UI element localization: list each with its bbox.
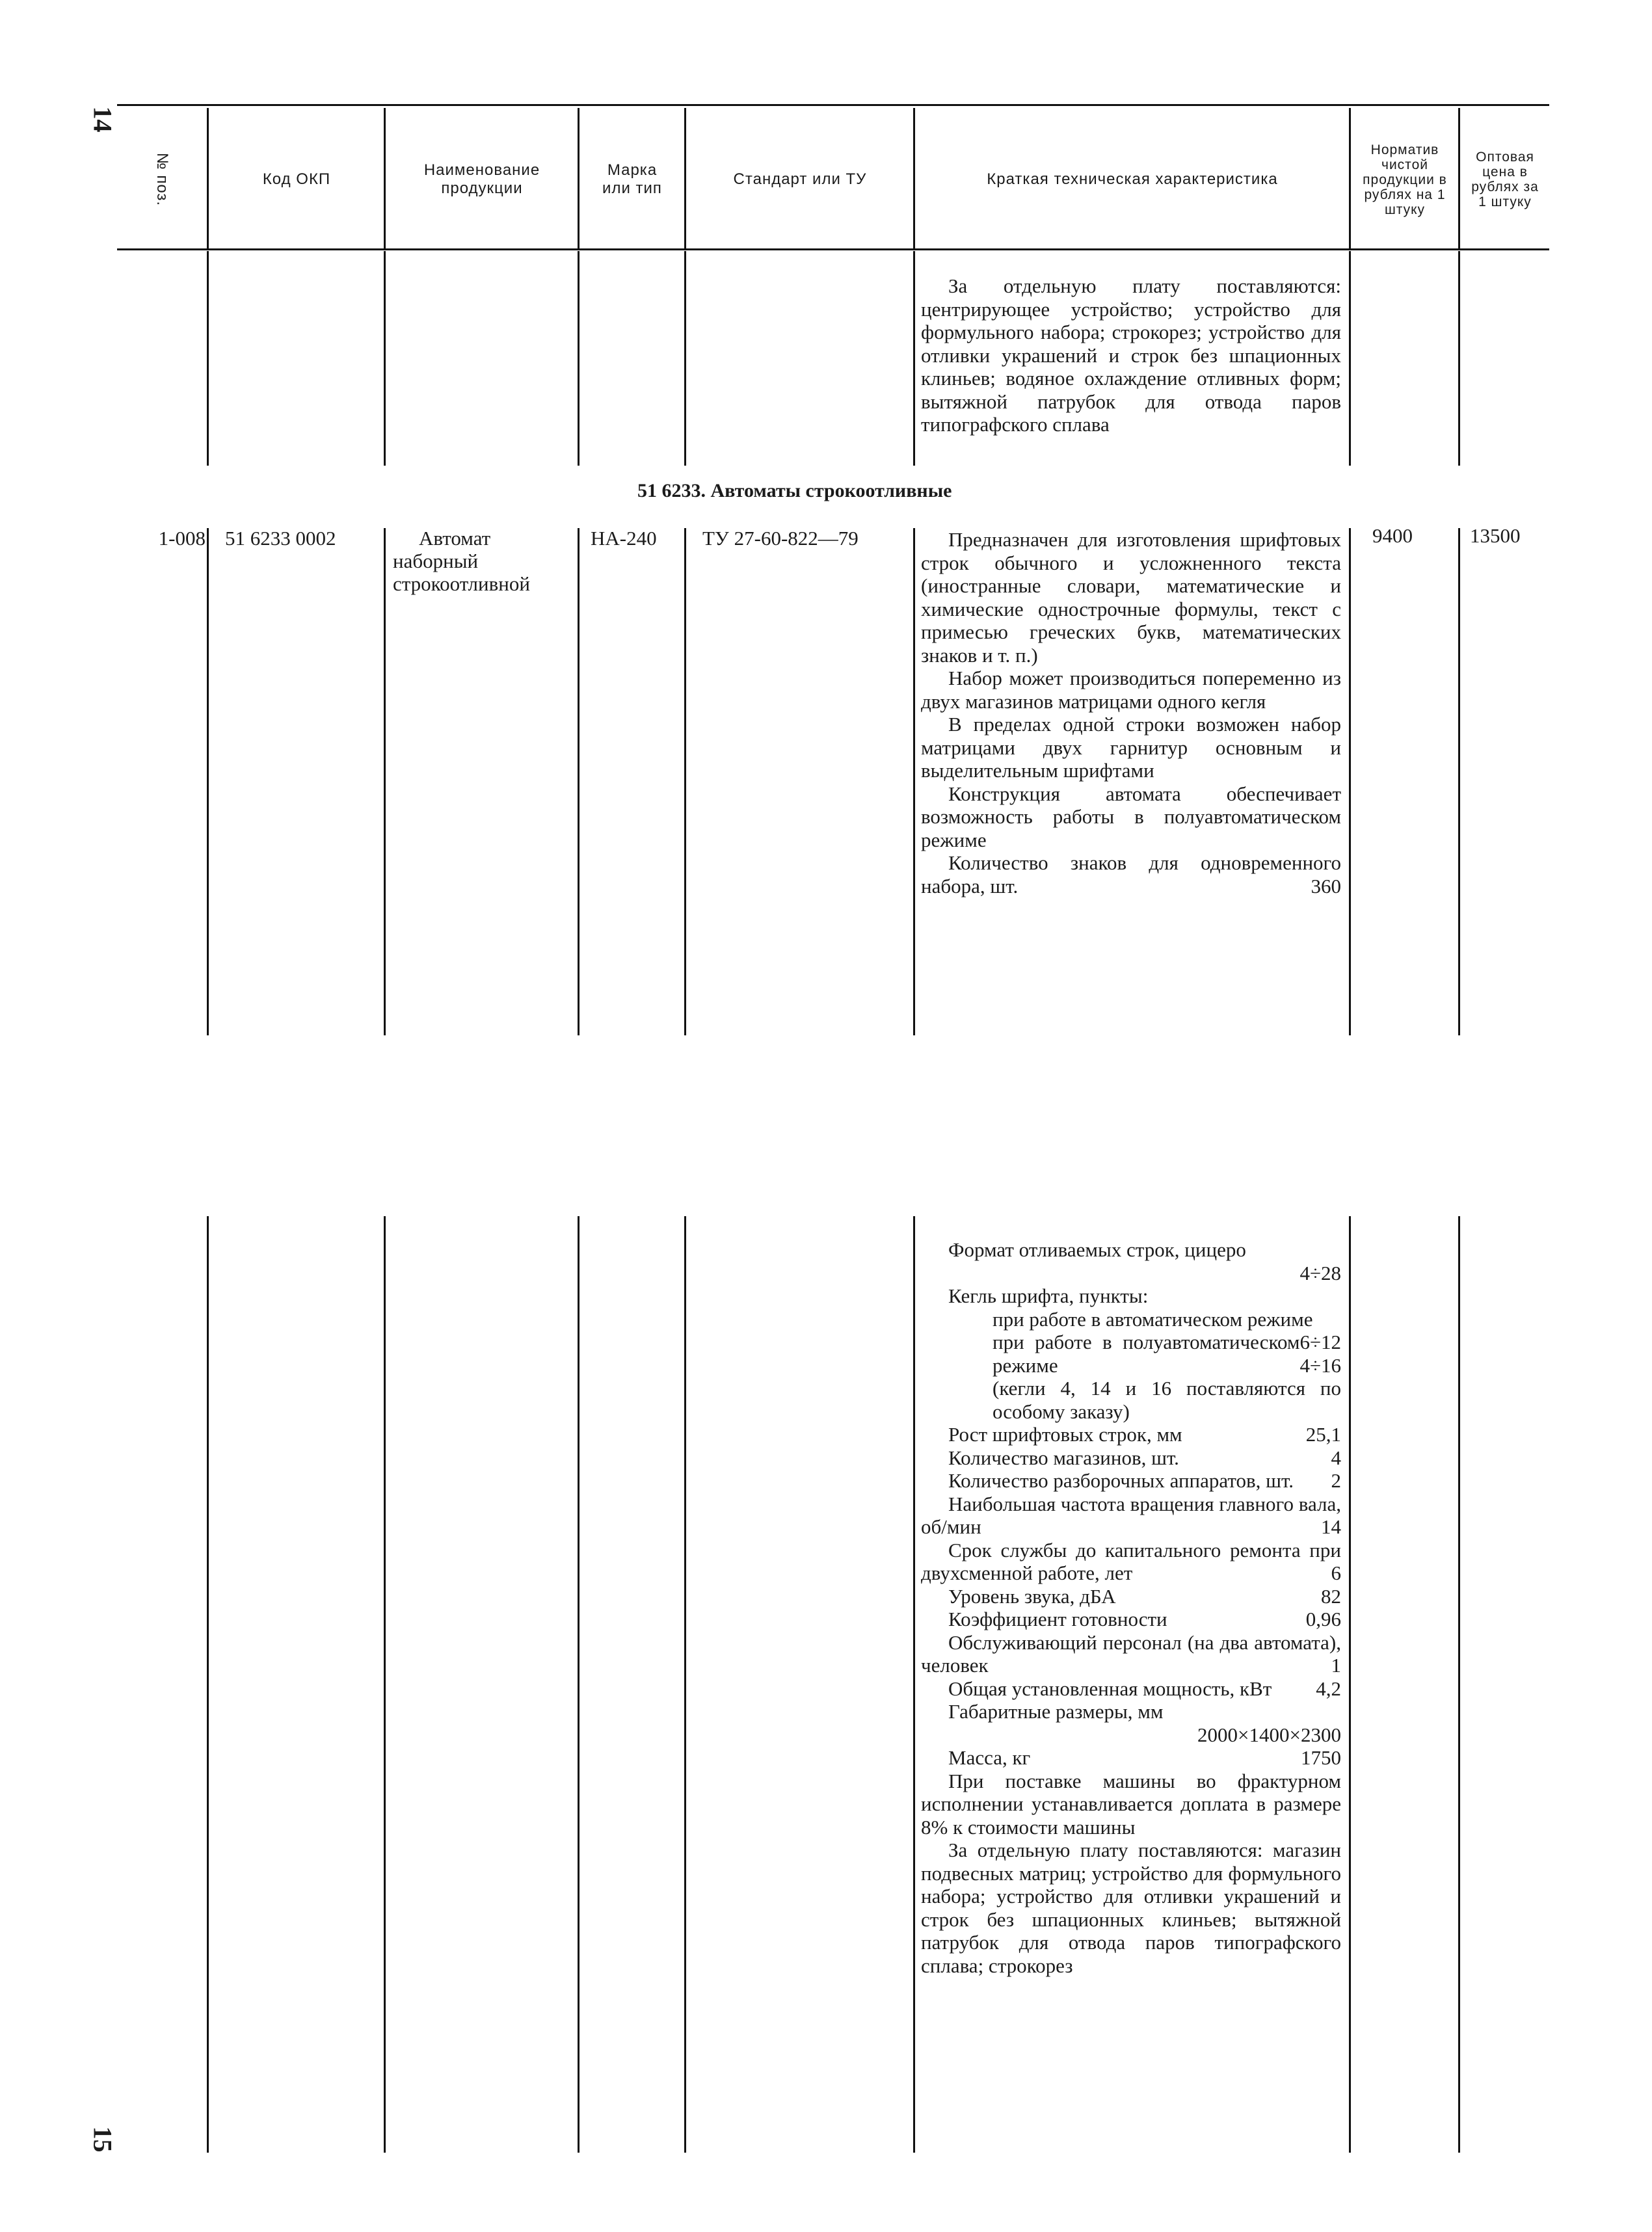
spec-razbor: Количество разборочных аппаратов, шт. 2: [948, 1469, 1341, 1492]
description-paragraph: Предназначен для изготовления шрифтовых строк обычного и усложненного текста (иностранные словари, математические и химические однострочные формулы, текст с примесью греческих букв, математических знаков и т. п.): [921, 528, 1341, 667]
description-paragraph: В пределах одной строки возможен набор матрицами двух гарнитур основным и выделительным шрифтами: [921, 713, 1341, 782]
spec-kegl-note: (кегли 4, 14 и 16 поставляются по особому заказу): [993, 1377, 1341, 1423]
header-name: Наименование продукции: [423, 161, 540, 197]
column-line: [913, 528, 915, 1035]
column-line: [207, 251, 209, 466]
header-norm: Норматив чистой продукции в рублях на 1 штуку: [1363, 142, 1447, 217]
spec-sound-level: Уровень звука, дБА 82: [948, 1584, 1341, 1608]
spec-continuation: [921, 1238, 1341, 1977]
column-line: [1458, 528, 1460, 1035]
spec-service-life: Срок службы до капитального ремонта при двухсменной работе, лет 6: [921, 1538, 1341, 1584]
header-top-rule: [117, 104, 1549, 106]
column-line: [1349, 528, 1351, 1035]
column-line: [578, 528, 580, 1035]
spec-kegl-label: Кегль шрифта, пункты:: [948, 1284, 1149, 1307]
column-line: [684, 528, 686, 1035]
header-divider: [384, 108, 386, 248]
header-brand: Марка или тип: [602, 161, 662, 197]
header-num: № поз.: [153, 152, 171, 207]
spec-staff: Обслуживающий персонал (на два автомата), человек 1: [921, 1630, 1341, 1677]
header-okp: Код ОКП: [262, 170, 331, 188]
header-divider: [207, 108, 209, 248]
extra-equipment-text: За отдельную плату поставляются: центрирующее устройство; устройство для формульного набора; строкорез; устройство для отливки украшений и строк без шпационных клиньев; водяное охлаждение отливных форм; вытяжной патрубок для отвода паров типографского сплава: [921, 274, 1341, 436]
item-okp-code: 51 6233 0002: [225, 527, 336, 550]
column-line: [384, 251, 386, 466]
spec-dims-label: Габаритные размеры, мм: [948, 1700, 1164, 1723]
description-paragraph: Набор может производиться попеременно из двух магазинов матрицами одного кегля: [921, 667, 1341, 713]
item-product-name: Автомат наборный строкоотливной: [393, 527, 530, 595]
column-line: [1458, 251, 1460, 466]
item-brand: НА-240: [591, 527, 657, 550]
column-line: [684, 1216, 686, 2153]
spec-fraktur-note: При поставке машины во фрактурном исполнении устанавливается доплата в размере 8% к стоимости машины: [921, 1769, 1341, 1839]
column-line: [1349, 1216, 1351, 2153]
description-paragraph: Конструкция автомата обеспечивает возможность работы в полуавтоматическом режиме: [921, 782, 1341, 851]
column-line: [384, 528, 386, 1035]
column-line: [207, 528, 209, 1035]
spec-power: Общая установленная мощность, кВт 4,2: [948, 1677, 1341, 1700]
column-line: [207, 1216, 209, 2153]
spec-readiness: Коэффициент готовности 0,96: [948, 1608, 1341, 1630]
extra-equipment-paragraph: [921, 274, 1341, 436]
spec-mass: Масса, кг 1750: [948, 1746, 1341, 1769]
spec-format-label: Формат отливаемых строк, цицеро: [948, 1238, 1246, 1261]
column-line: [578, 1216, 580, 2153]
column-line: [913, 251, 915, 466]
spec-extra-note: За отдельную плату поставляются: магазин подвесных матриц; устройство для формульного набора; устройство для отливки украшений и строк без шпационных клиньев; вытяжной патрубок для отвода паров типографского сплава; строкорез: [921, 1839, 1341, 1977]
column-line: [578, 251, 580, 466]
header-divider: [1349, 108, 1351, 248]
item-price-value: 13500: [1470, 524, 1521, 547]
spec-rost: Рост шрифтовых строк, мм 25,1: [948, 1423, 1341, 1446]
section-title: 51 6233. Автоматы строкоотливные: [637, 480, 952, 501]
page-number-top: 14: [88, 106, 118, 133]
header-divider: [913, 108, 915, 248]
header-divider: [1458, 108, 1460, 248]
spec-dims-value: 2000×1400×2300: [1197, 1723, 1341, 1746]
header-divider: [578, 108, 580, 248]
spec-magazines: Количество магазинов, шт. 4: [948, 1446, 1341, 1469]
column-line: [913, 1216, 915, 2153]
header-divider: [684, 108, 686, 248]
column-line: [684, 251, 686, 466]
page-number-bottom: 15: [88, 2126, 118, 2153]
chars-spec: Количество знаков для одновременного набора, шт. 360: [921, 851, 1341, 897]
item-standard: ТУ 27-60-822—79: [702, 527, 859, 550]
column-line: [1349, 251, 1351, 466]
column-line: [1458, 1216, 1460, 2153]
spec-semi-mode: при работе в полуавтоматическом режиме 4÷16: [993, 1331, 1341, 1377]
spec-format-value: 4÷28: [1299, 1261, 1341, 1284]
column-line: [384, 1216, 386, 2153]
item-norm-value: 9400: [1372, 524, 1413, 547]
item-number: 1-008: [158, 527, 206, 550]
spec-frequency: Наибольшая частота вращения главного вала, об/мин 14: [921, 1492, 1341, 1538]
header-price: Оптовая цена в рублях за 1 штуку: [1471, 150, 1539, 209]
item-description: [921, 528, 1341, 897]
spec-auto-mode: при работе в автоматическом режиме 6÷12: [993, 1307, 1341, 1353]
header-standard: Стандарт или ТУ: [733, 170, 867, 188]
header-spec: Краткая техническая характеристика: [987, 170, 1278, 188]
